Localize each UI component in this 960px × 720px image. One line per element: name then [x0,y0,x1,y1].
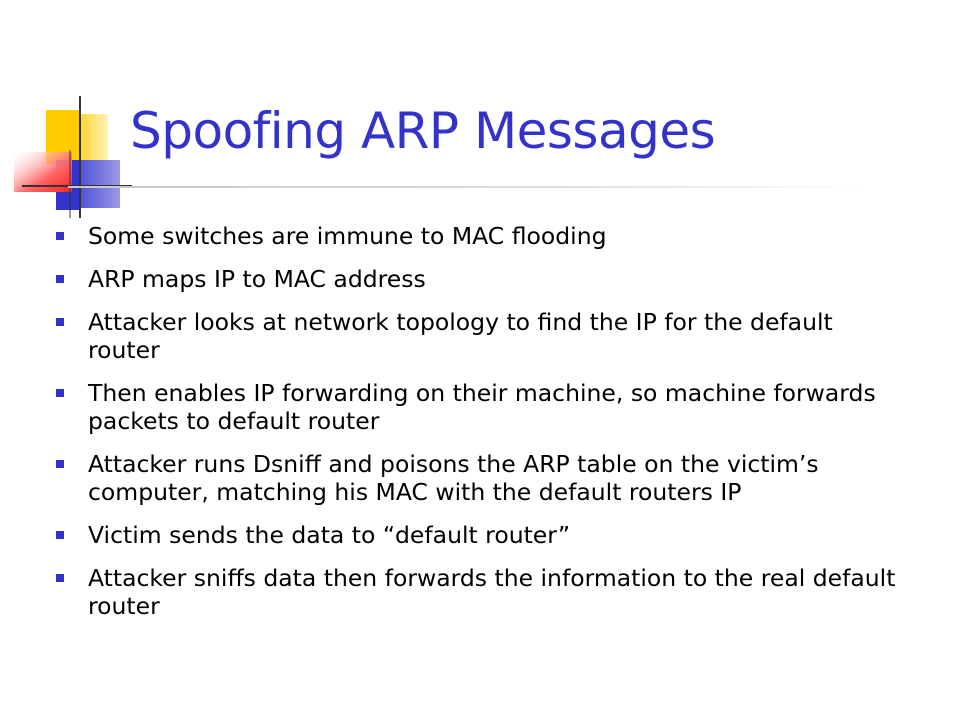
bullet-item [56,450,906,506]
bullet-text: Some switches are immune to MAC flooding [88,222,607,250]
square-bullet-icon [56,389,64,397]
square-bullet-icon [56,318,64,326]
square-bullet-icon [56,460,64,468]
decorative-squares-logo-icon [0,90,140,220]
bullet-item [56,521,906,549]
bullet-text: Attacker sniffs data then forwards the information to the real default router [88,564,896,620]
square-bullet-icon [56,275,64,283]
square-bullet-icon [56,574,64,582]
square-bullet-icon [56,531,64,539]
square-bullet-icon [56,232,64,240]
bullet-item [56,308,906,364]
bullet-text: Then enables IP forwarding on their machine, so machine forwards packets to default router [88,379,876,435]
bullet-item [56,265,906,293]
bullet-text: Victim sends the data to “default router” [88,521,571,549]
title-divider [68,186,868,188]
bullet-text: Attacker looks at network topology to find the IP for the default router [88,308,833,364]
bullet-item [56,379,906,435]
bullet-text: Attacker runs Dsniff and poisons the ARP table on the victim’s computer, matching his MAC with the default routers IP [88,450,819,506]
bullet-item [56,222,906,250]
bullet-text: ARP maps IP to MAC address [88,265,426,293]
bullet-list [56,222,906,635]
slide-title: Spoofing ARP Messages [130,102,716,160]
bullet-item [56,564,906,620]
